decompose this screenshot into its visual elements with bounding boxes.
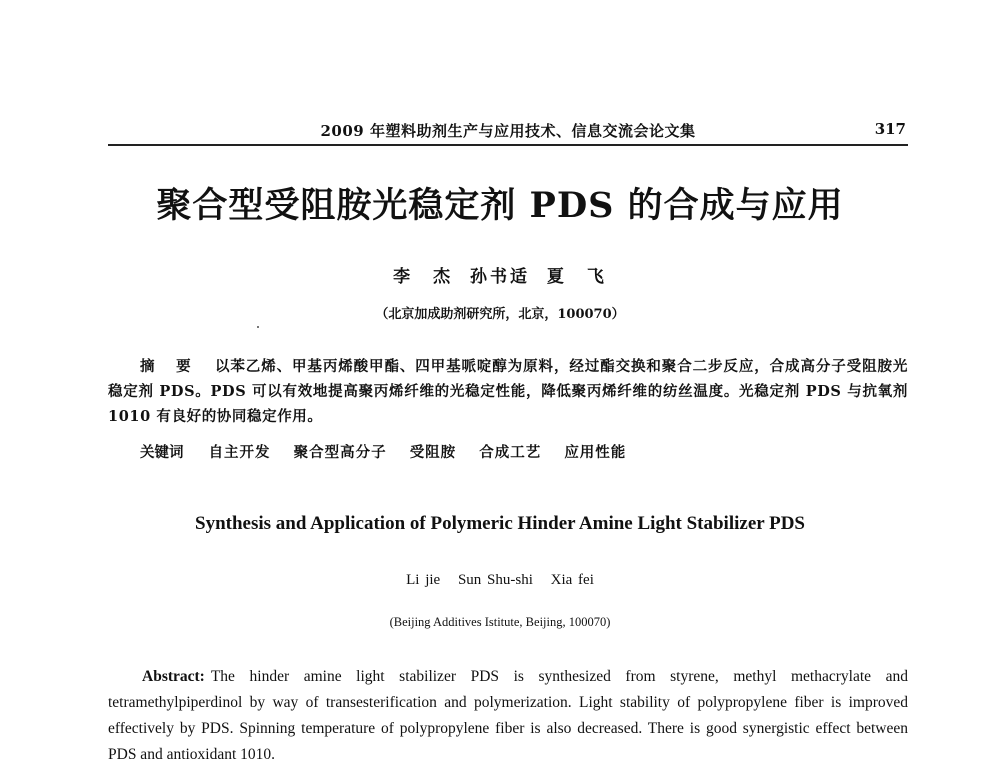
chinese-affiliation: （北京加成助剂研究所，北京，100070）	[375, 307, 625, 322]
chinese-author: 李 杰	[393, 267, 454, 287]
chinese-keywords	[140, 441, 900, 462]
keyword: 聚合型高分子	[293, 444, 387, 461]
chinese-keywords-label: 关键词	[140, 444, 184, 461]
english-authors	[0, 572, 1000, 589]
chinese-abstract	[108, 354, 908, 429]
english-author: Sun Shu-shi	[457, 572, 533, 588]
chinese-abstract-label: 摘 要	[140, 358, 199, 375]
chinese-title: 聚合型受阻胺光稳定剂 PDS 的合成与应用	[156, 185, 844, 226]
running-title: 2009 年塑料助剂生产与应用技术、信息交流会论文集	[320, 122, 696, 140]
english-author: Xia fei	[550, 572, 594, 588]
english-title: Synthesis and Application of Polymeric Hinder Amine Light Stabilizer PDS	[195, 513, 805, 534]
english-abstract	[108, 664, 908, 768]
chinese-author: 夏 飞	[546, 267, 607, 287]
keyword: 受阻胺	[409, 444, 457, 461]
running-header	[108, 120, 908, 146]
chinese-authors	[0, 262, 1000, 287]
keyword: 自主开发	[208, 444, 271, 461]
chinese-abstract-text: 以苯乙烯、甲基丙烯酸甲酯、四甲基哌啶醇为原料，经过酯交换和聚合二步反应，合成高分子受阻胺光稳定剂 PDS。PDS 可以有效地提高聚丙烯纤维的光稳定性能，降低聚丙烯纤维的纺丝温度。光稳定剂 PDS 与抗氧剂 1010 有良好的协同稳定作用。	[108, 358, 908, 425]
chinese-author: 孙书适	[470, 267, 530, 287]
english-author: Li jie	[406, 572, 441, 588]
stray-dot	[257, 326, 259, 328]
keyword: 应用性能	[564, 444, 627, 461]
english-affiliation: (Beijing Additives Istitute, Beijing, 100070)	[389, 615, 611, 629]
page-number: 317	[874, 120, 906, 138]
keyword: 合成工艺	[479, 444, 542, 461]
english-abstract-text: The hinder amine light stabilizer PDS is synthesized from styrene, methyl methacrylate and tetramethylpiperdinol by way of transesterification and polymerization. Light stability of polypropylene fiber is improved effectively by PDS. Spinning temperature of polypropylene fiber is also decreased. There is good synergistic effect between PDS and antioxidant 1010.	[108, 668, 908, 763]
english-abstract-label: Abstract:	[142, 668, 205, 685]
